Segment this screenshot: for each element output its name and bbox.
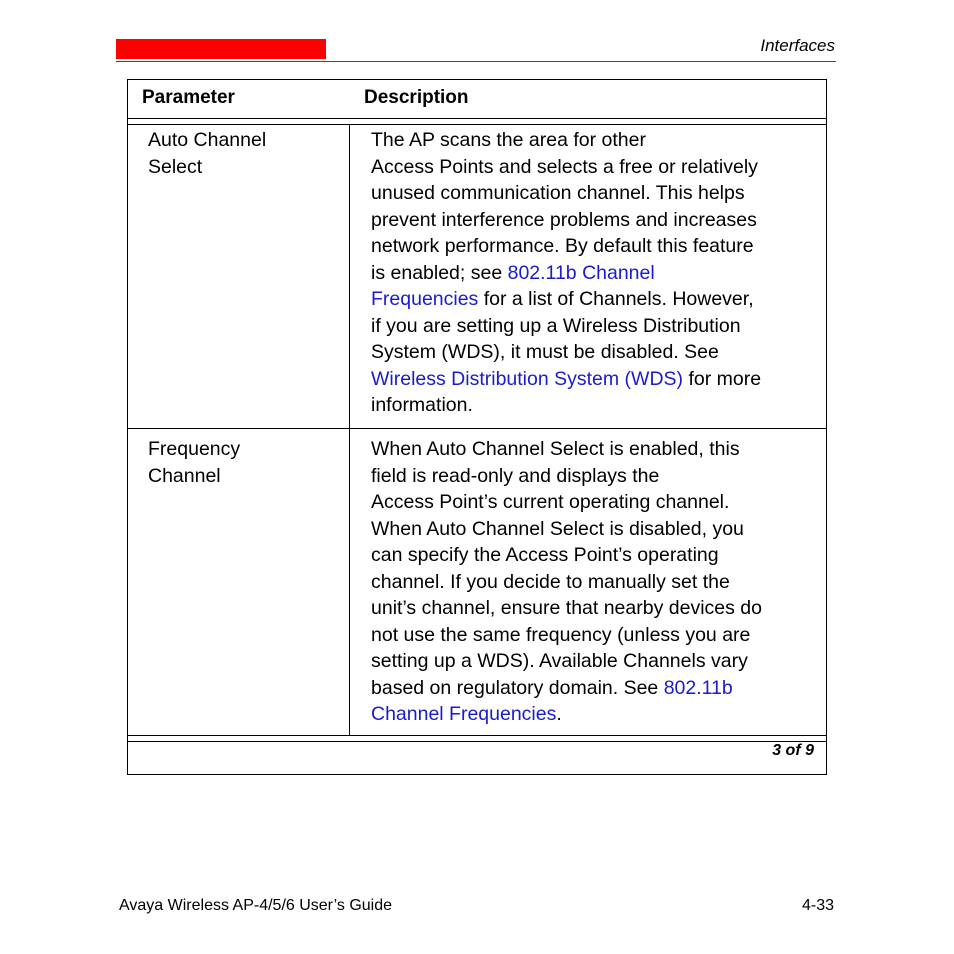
cross-reference-link[interactable]: Wireless Distribution System (WDS)	[371, 367, 684, 390]
desc-text: .	[556, 703, 562, 725]
desc-line	[371, 489, 821, 516]
header-rule-top	[128, 118, 826, 119]
desc-text: prevent interference problems and increases	[371, 208, 757, 231]
param-line: Select	[148, 155, 203, 178]
desc-line	[371, 260, 821, 287]
desc-text: for more	[683, 367, 762, 390]
desc-text: network performance. By default this feature	[371, 235, 754, 257]
desc-text: channel. If you decide to manually set the	[371, 570, 730, 593]
desc-text: based on regulatory domain. See	[371, 676, 664, 699]
column-divider	[349, 124, 350, 735]
desc-line	[371, 180, 821, 207]
row-divider	[128, 428, 826, 429]
row-param-auto-channel-select	[148, 127, 338, 180]
desc-line	[371, 569, 821, 596]
desc-line	[371, 701, 821, 728]
column-header-description: Description	[364, 87, 469, 108]
row-desc-auto-channel-select	[371, 127, 821, 419]
desc-text: can specify the Access Point’s operating	[371, 544, 719, 566]
desc-line	[371, 595, 821, 622]
header-accent-bar	[116, 39, 326, 59]
desc-line	[371, 648, 821, 675]
desc-line	[371, 675, 821, 702]
cross-reference-link[interactable]: Frequencies	[371, 288, 479, 310]
parameter-table	[127, 79, 827, 775]
desc-text: for a list of Channels. However,	[478, 288, 754, 310]
cross-reference-link[interactable]: 802.11b Channel	[507, 261, 655, 284]
param-line: Auto Channel	[148, 129, 267, 151]
desc-text: Access Points and selects a free or relatively	[371, 155, 758, 178]
desc-line	[371, 622, 821, 649]
desc-line	[371, 366, 821, 393]
desc-text: When Auto Channel Select is enabled, this	[371, 438, 740, 460]
column-header-parameter: Parameter	[142, 87, 235, 108]
desc-line	[371, 207, 821, 234]
row-param-frequency-channel	[148, 436, 338, 489]
desc-text: unused communication channel. This helps	[371, 182, 745, 204]
param-line: Frequency	[148, 438, 241, 460]
param-line: Channel	[148, 464, 221, 487]
desc-text: information.	[371, 394, 473, 416]
desc-text: field is read-only and displays the	[371, 464, 660, 487]
desc-line	[371, 516, 821, 543]
desc-line	[371, 313, 821, 340]
footer-guide-title: Avaya Wireless AP-4/5/6 User’s Guide	[119, 897, 393, 914]
desc-text: unit’s channel, ensure that nearby devices do	[371, 597, 762, 619]
cross-reference-link[interactable]: Channel Frequencies	[371, 703, 557, 725]
desc-text: Access Point’s current operating channel.	[371, 491, 730, 513]
desc-text: The AP scans the area for other	[371, 129, 646, 151]
desc-line	[371, 339, 821, 366]
desc-line	[371, 436, 821, 463]
desc-text: if you are setting up a Wireless Distribution	[371, 314, 741, 337]
desc-line	[371, 233, 821, 260]
table-end-rule-top	[128, 735, 826, 736]
cross-reference-link[interactable]: 802.11b	[663, 676, 733, 699]
row-desc-frequency-channel	[371, 436, 821, 728]
table-end-rule-bottom	[128, 741, 826, 742]
header-rule-bottom	[128, 124, 826, 125]
table-pager: 3 of 9	[772, 742, 814, 759]
desc-line	[371, 286, 821, 313]
desc-text: setting up a WDS). Available Channels vary	[371, 650, 748, 672]
desc-text: is enabled; see	[371, 261, 508, 284]
desc-text: System (WDS), it must be disabled. See	[371, 341, 719, 363]
header-rule	[116, 61, 836, 62]
desc-line	[371, 392, 821, 419]
section-title: Interfaces	[760, 36, 835, 55]
desc-text: When Auto Channel Select is disabled, you	[371, 517, 744, 540]
desc-line	[371, 463, 821, 490]
desc-line	[371, 542, 821, 569]
desc-line	[371, 127, 821, 154]
desc-line	[371, 154, 821, 181]
desc-text: not use the same frequency (unless you are	[371, 623, 751, 646]
footer-page-number: 4-33	[801, 897, 834, 914]
